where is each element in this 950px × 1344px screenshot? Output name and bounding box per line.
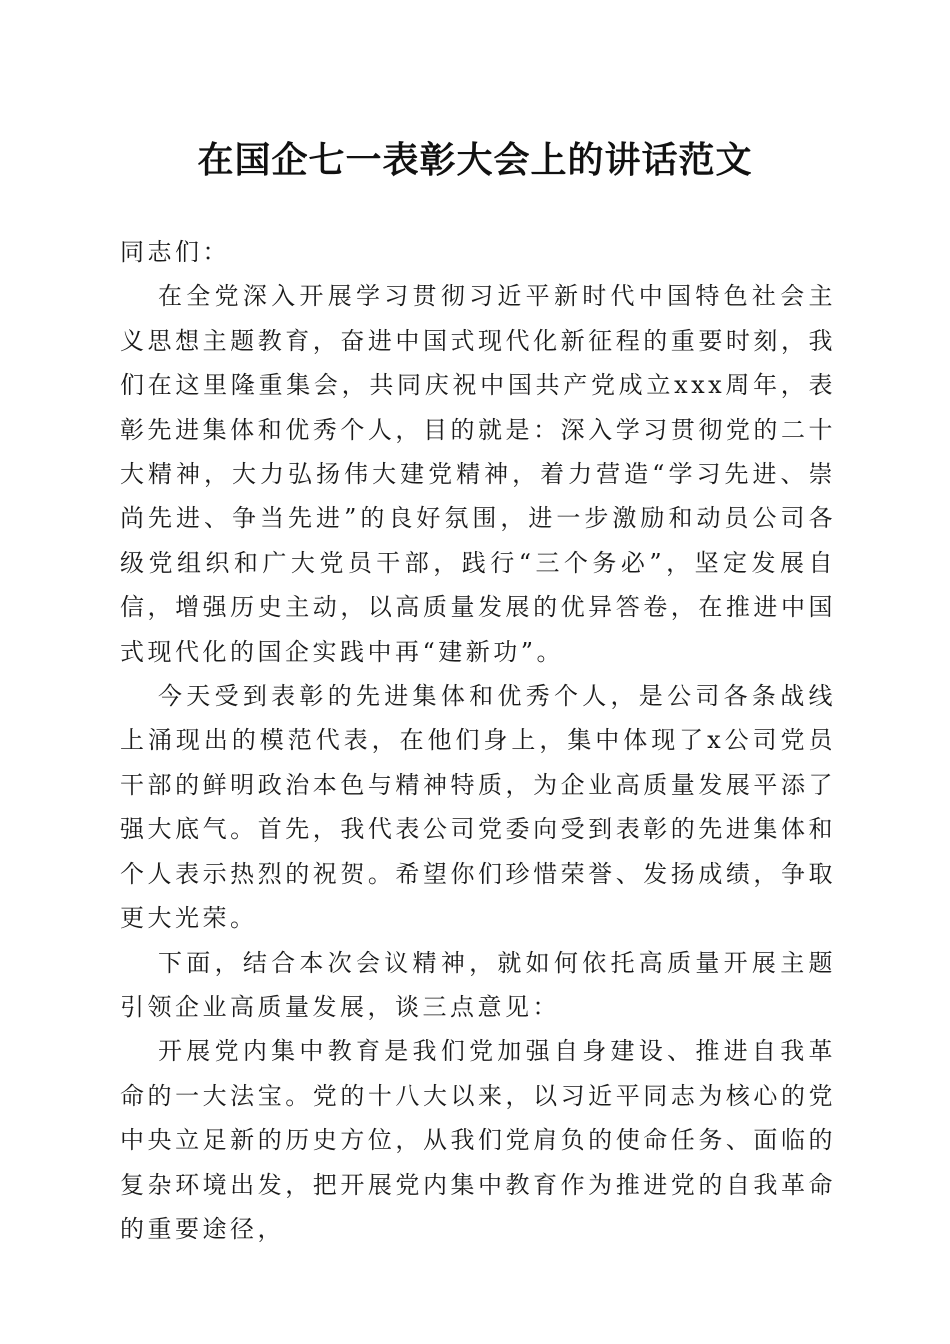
document-title: 在国企七一表彰大会上的讲话范文 (197, 139, 753, 181)
salutation: 同志们： (120, 238, 230, 266)
paragraph-2: 今天受到表彰的先进集体和优秀个人，是公司各条战线上涌现出的模范代表，在他们身上，集中体现了x公司党员干部的鲜明政治本色与精神特质，为企业高质量发展平添了强大底气。首先，我代表公司党委向受到表彰的先进集体和个人表示热烈的祝贺。希望你们珍惜荣誉、发扬成绩，争取更大光荣。 (120, 682, 836, 933)
paragraph-4: 开展党内集中教育是我们党加强自身建设、推进自我革命的一大法宝。党的十八大以来，以习近平同志为核心的党中央立足新的历史方位，从我们党肩负的使命任务、面临的复杂环境出发，把开展党内集中教育作为推进党的自我革命的重要途径， (120, 1037, 836, 1243)
paragraph-3: 下面，结合本次会议精神，就如何依托高质量开展主题引领企业高质量发展，谈三点意见： (120, 948, 836, 1021)
paragraph-1: 在全党深入开展学习贯彻习近平新时代中国特色社会主义思想主题教育，奋进中国式现代化新征程的重要时刻，我们在这里隆重集会，共同庆祝中国共产党成立xxx周年，表彰先进集体和优秀个人，目的就是：深入学习贯彻党的二十大精神，大力弘扬伟大建党精神，着力营造“学习先进、崇尚先进、争当先进”的良好氛围，进一步激励和动员公司各级党组织和广大党员干部，践行“三个务必”，坚定发展自信，增强历史主动，以高质量发展的优异答卷，在推进中国式现代化的国企实践中再“建新功”。 (120, 282, 836, 666)
document-body (120, 230, 836, 1251)
